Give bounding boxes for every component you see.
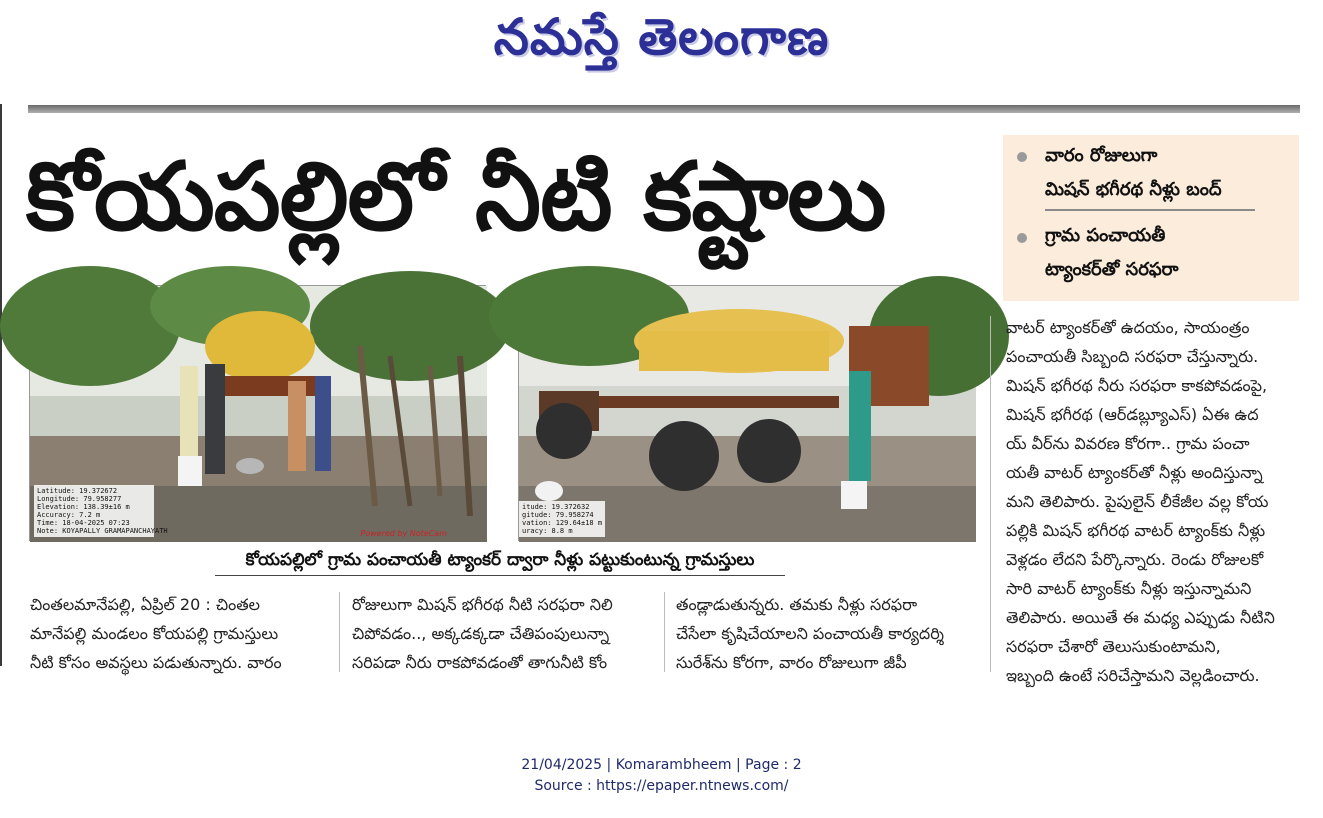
bullet-icon: [1017, 233, 1027, 243]
highlight-divider: [1045, 209, 1255, 211]
footer-date-edition: 21/04/2025 | Komarambheem | Page : 2: [521, 757, 802, 773]
bullet-icon: [1017, 152, 1027, 162]
article-line: సరఫరా చేశారో తెలుసుకుంటామని,: [1006, 637, 1221, 656]
geotag-line: itude: 19.372632: [522, 503, 590, 511]
column-divider: [664, 592, 665, 672]
article-line: మిషన్ భగీరథ నీరు సరఫరా కాకపోవడంపై,: [1006, 376, 1268, 395]
column-divider: [339, 592, 340, 672]
geotag-line: vation: 129.64±18 m: [522, 519, 603, 527]
article-line: ఇబ్బంది ఉంటే సరిచేస్తామని వెల్లడించారు.: [1006, 666, 1260, 685]
masthead-divider: [28, 105, 1300, 113]
article-column-3: [676, 590, 976, 677]
geotag-line: Time: 18-04-2025 07:23: [37, 519, 130, 527]
article-column-1: [30, 590, 326, 677]
article-line: చింతలమానేపల్లి, ఏప్రిల్ 20 : చింతల: [30, 595, 260, 614]
article-column-4: [1006, 313, 1300, 690]
footer-source: Source : https://epaper.ntnews.com/: [534, 778, 789, 794]
photo-water-tanker: [518, 285, 975, 541]
geotag-line: uracy: 8.8 m: [522, 527, 573, 535]
geotag-line: Longitude: 79.958277: [37, 495, 122, 503]
geotag-line: gitude: 79.958274: [522, 511, 594, 519]
photo-geotag: [519, 501, 605, 537]
article-line: మిషన్ భగీరథ (ఆర్‌డబ్ల్యూఎస్) ఏఈ ఉద: [1006, 405, 1259, 424]
article-line: రోజులుగా మిషన్ భగీరథ నీటి సరఫరా నిలి: [352, 595, 613, 614]
photo-villagers-filling-water: [29, 285, 486, 541]
article-line: సారి వాటర్ ట్యాంక్‌కు నీళ్లు ఇస్తున్నామని: [1006, 579, 1252, 598]
article-line: యతీ వాటర్ ట్యాంకర్‌తో నీళ్లు అందిస్తున్నా: [1006, 463, 1263, 482]
highlight-line: వారం రోజులుగా: [1045, 145, 1158, 166]
photo-caption: కోయపల్లిలో గ్రామ పంచాయతీ ట్యాంకర్ ద్వారా నీళ్లు పట్టుకుంటున్న గ్రామస్తులు: [215, 546, 785, 576]
geotag-line: Note: KOYAPALLY GRAMAPANCHAYATH: [37, 527, 168, 535]
article-line: తెలిపారు. అయితే ఈ మధ్య ఎప్పుడు నీటిని: [1006, 608, 1275, 627]
highlight-line: మిషన్ భగీరథ నీళ్లు బంద్: [1045, 179, 1222, 200]
article-column-2: [352, 590, 652, 677]
article-line: నీటి కోసం అవస్థలు పడుతున్నారు. వారం: [30, 653, 282, 672]
photo-watermark: Powered by NoteCam: [360, 529, 447, 538]
article-line: చిపోవడం.., అక్కడక్కడా చేతిపంపులున్నా: [352, 624, 610, 643]
article-line: య్ వీర్‌ను వివరణ కోరగా.. గ్రామ పంచా: [1006, 434, 1250, 453]
page-left-rule: [0, 104, 2, 666]
article-line: మని తెలిపారు. పైపులైన్ లీకేజీల వల్ల కోయ: [1006, 492, 1269, 511]
article-line: పల్లికి మిషన్ భగీరథ వాటర్ ట్యాంక్‌కు నీళ్లు: [1006, 521, 1266, 540]
article-line: పంచాయతీ సిబ్బంది సరఫరా చేస్తున్నారు.: [1006, 347, 1259, 366]
article-line: తండ్లాడుతున్నరు. తమకు నీళ్లు సరఫరా: [676, 595, 918, 614]
geotag-line: Accuracy: 7.2 m: [37, 511, 101, 519]
highlight-line: ట్యాంకర్‌తో సరఫరా: [1045, 259, 1179, 280]
article-line: వాటర్ ట్యాంకర్‌తో ఉదయం, సాయంత్రం: [1006, 318, 1250, 337]
highlights-box: [1003, 135, 1299, 301]
masthead: [0, 4, 1323, 70]
article-line: చేసేలా కృషిచేయాలని పంచాయతీ కార్యదర్శి: [676, 624, 944, 643]
article-headline: కోయపల్లిలో నీటి కష్టాలు: [26, 143, 886, 252]
page-footer: [0, 755, 1323, 797]
article-line: వెళ్లడం లేదని పేర్కొన్నారు. రెండు రోజులకో: [1006, 550, 1264, 569]
article-line: సరిపడా నీరు రాకపోవడంతో తాగునీటి కోం: [352, 653, 608, 672]
geotag-line: Latitude: 19.372672: [37, 487, 118, 495]
article-line: సురేశ్‌ను కోరగా, వారం రోజులుగా జీపీ: [676, 653, 907, 672]
highlight-line: గ్రామ పంచాయతీ: [1045, 225, 1166, 246]
geotag-line: Elevation: 138.39±16 m: [37, 503, 130, 511]
article-line: మానేపల్లి మండలం కోయపల్లి గ్రామస్తులు: [30, 624, 279, 643]
photo-geotag: [34, 485, 168, 537]
column-divider: [990, 316, 991, 672]
newspaper-title: నమస్తే తెలంగాణ: [493, 7, 830, 66]
